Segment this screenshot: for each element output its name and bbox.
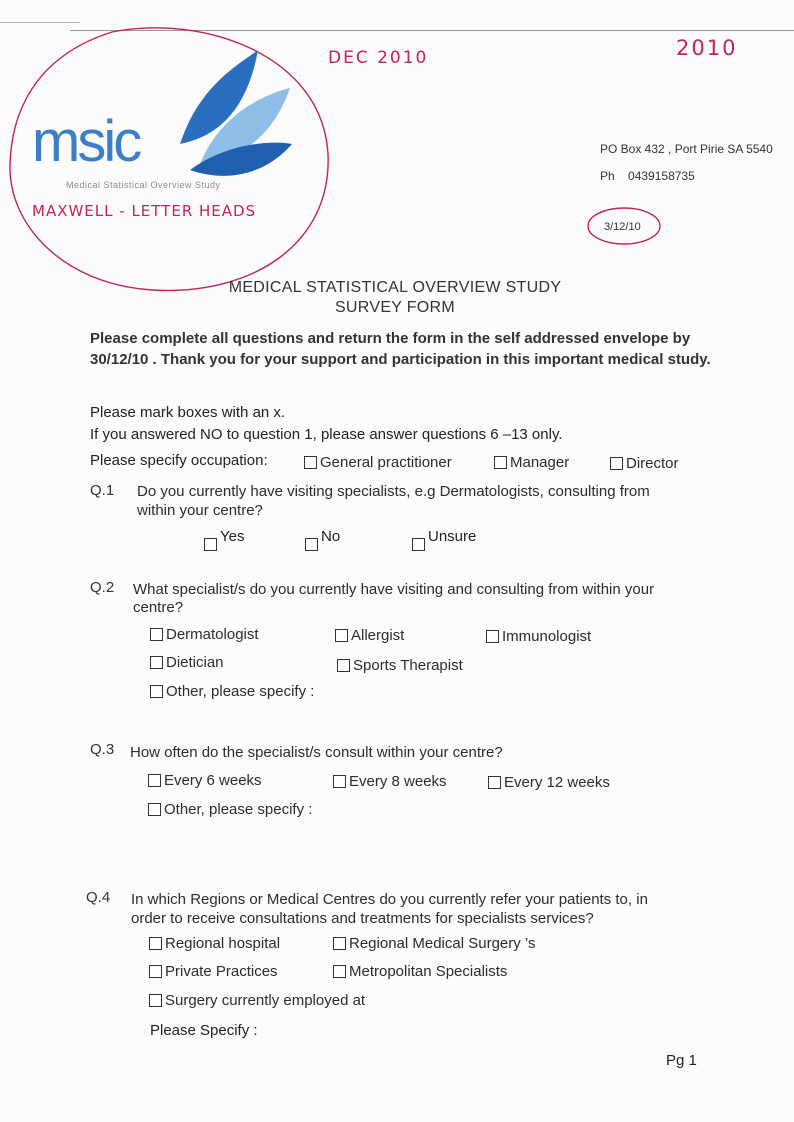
logo-tagline: Medical Statistical Overview Study bbox=[66, 180, 221, 190]
q4-option-surgery-employed[interactable]: Surgery currently employed at bbox=[149, 992, 365, 1009]
q4-option-regional-hospital[interactable]: Regional hospital bbox=[149, 935, 280, 952]
phone-label: Ph bbox=[600, 169, 615, 183]
po-box-address: PO Box 432 , Port Pirie SA 5540 bbox=[600, 142, 773, 156]
checkbox[interactable] bbox=[333, 965, 346, 978]
q1-option-yes[interactable]: Yes bbox=[204, 530, 244, 554]
q2-text-line-2: centre? bbox=[133, 599, 184, 616]
checkbox[interactable] bbox=[412, 538, 425, 551]
checkbox[interactable] bbox=[150, 628, 163, 641]
checkbox[interactable] bbox=[148, 803, 161, 816]
checkbox[interactable] bbox=[333, 775, 346, 788]
q1-option-unsure[interactable]: Unsure bbox=[412, 530, 476, 554]
intro-line-1: Please complete all questions and return the form in the self addressed envelope by bbox=[90, 330, 691, 347]
q1-text-line-2: within your centre? bbox=[137, 502, 263, 519]
checkbox[interactable] bbox=[333, 937, 346, 950]
q4-text-line-2: order to receive consultations and treatments for specialists services? bbox=[131, 910, 594, 927]
q2-option-allergist[interactable]: Allergist bbox=[335, 627, 404, 644]
q2-option-sports-therapist[interactable]: Sports Therapist bbox=[337, 657, 463, 674]
q2-number: Q.2 bbox=[90, 579, 115, 596]
q4-option-private-practices[interactable]: Private Practices bbox=[149, 963, 278, 980]
page-number: Pg 1 bbox=[666, 1052, 697, 1069]
q3-option-other[interactable]: Other, please specify : bbox=[148, 801, 312, 818]
q4-text-line-1: In which Regions or Medical Centres do you currently refer your patients to, in bbox=[131, 891, 648, 908]
q2-option-immunologist[interactable]: Immunologist bbox=[486, 628, 591, 645]
handwritten-date: DEC 2010 bbox=[328, 48, 429, 68]
q4-please-specify: Please Specify : bbox=[150, 1022, 258, 1039]
checkbox[interactable] bbox=[149, 937, 162, 950]
q3-option-8-weeks[interactable]: Every 8 weeks bbox=[333, 773, 447, 790]
intro-line-2: 30/12/10 . Thank you for your support and participation in this important medical study. bbox=[90, 351, 711, 368]
occupation-option-manager[interactable]: Manager bbox=[494, 454, 569, 471]
q4-number: Q.4 bbox=[86, 889, 111, 906]
checkbox[interactable] bbox=[204, 538, 217, 551]
checkbox[interactable] bbox=[610, 457, 623, 470]
phone-line bbox=[600, 169, 695, 183]
q4-option-regional-medical-surgery[interactable]: Regional Medical Surgery ’s bbox=[333, 935, 535, 952]
checkbox[interactable] bbox=[335, 629, 348, 642]
checkbox[interactable] bbox=[305, 538, 318, 551]
handwritten-year: 2010 bbox=[676, 36, 738, 60]
q1-text-line-1: Do you currently have visiting specialists, e.g Dermatologists, consulting from bbox=[137, 483, 650, 500]
checkbox[interactable] bbox=[150, 685, 163, 698]
q4-option-metropolitan-specialists[interactable]: Metropolitan Specialists bbox=[333, 963, 507, 980]
checkbox[interactable] bbox=[149, 965, 162, 978]
q3-option-12-weeks[interactable]: Every 12 weeks bbox=[488, 774, 610, 791]
leaf-logo-icon bbox=[170, 44, 300, 194]
checkbox[interactable] bbox=[150, 656, 163, 669]
handwritten-note: MAXWELL - LETTER HEADS bbox=[32, 202, 257, 220]
occupation-label: Please specify occupation: bbox=[90, 452, 268, 469]
logo-wordmark: msic bbox=[32, 109, 140, 174]
checkbox[interactable] bbox=[149, 994, 162, 1007]
q2-option-dermatologist[interactable]: Dermatologist bbox=[150, 626, 259, 643]
phone-number: 0439158735 bbox=[628, 169, 695, 183]
q3-text-line-1: How often do the specialist/s consult within your centre? bbox=[130, 744, 503, 761]
circled-date: 3/12/10 bbox=[604, 221, 641, 233]
checkbox[interactable] bbox=[304, 456, 317, 469]
q1-option-no[interactable]: No bbox=[305, 530, 340, 554]
q1-number: Q.1 bbox=[90, 482, 115, 499]
checkbox[interactable] bbox=[337, 659, 350, 672]
checkbox[interactable] bbox=[494, 456, 507, 469]
instruction-if-no: If you answered NO to question 1, please answer questions 6 –13 only. bbox=[90, 426, 563, 443]
checkbox[interactable] bbox=[488, 776, 501, 789]
q3-number: Q.3 bbox=[90, 741, 115, 758]
occupation-option-director[interactable]: Director bbox=[610, 455, 679, 472]
instruction-mark: Please mark boxes with an x. bbox=[90, 404, 286, 421]
q3-option-6-weeks[interactable]: Every 6 weeks bbox=[148, 772, 262, 789]
checkbox[interactable] bbox=[148, 774, 161, 787]
q2-option-dietician[interactable]: Dietician bbox=[150, 654, 224, 671]
checkbox[interactable] bbox=[486, 630, 499, 643]
q2-option-other[interactable]: Other, please specify : bbox=[150, 683, 314, 700]
form-title: MEDICAL STATISTICAL OVERVIEW STUDY bbox=[228, 279, 562, 296]
form-subtitle: SURVEY FORM bbox=[334, 299, 456, 316]
q2-text-line-1: What specialist/s do you currently have visiting and consulting from within your bbox=[133, 581, 655, 598]
occupation-option-gp[interactable]: General practitioner bbox=[304, 454, 452, 471]
